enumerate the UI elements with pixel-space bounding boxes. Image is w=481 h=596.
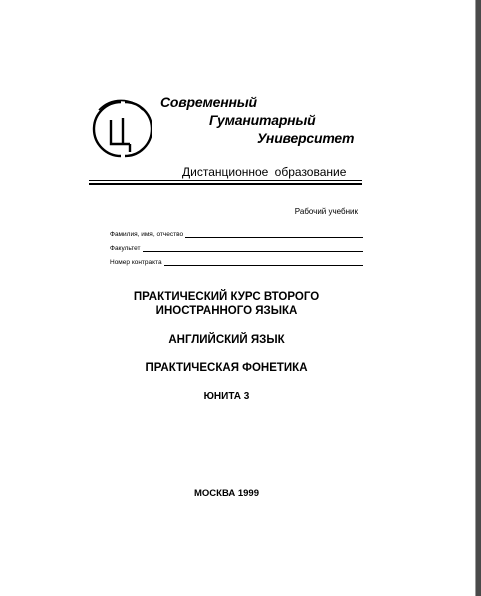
course-title-line2: ИНОСТРАННОГО ЯЗЫКА — [155, 305, 298, 317]
unit-title: ЮНИТА 3 — [203, 391, 250, 402]
university-name-line2: Гуманитарный — [209, 112, 316, 128]
document-type-label: Рабочий учебник — [294, 207, 358, 216]
distance-education-subtitle: Дистанционное образование — [182, 165, 347, 179]
form-field-label: Фамилия, имя, отчество — [110, 231, 184, 238]
subject-title: ПРАКТИЧЕСКАЯ ФОНЕТИКА — [145, 362, 308, 374]
page-edge-shadow — [476, 0, 481, 596]
fill-in-line — [164, 259, 363, 266]
language-title: АНГЛИЙСКИЙ ЯЗЫК — [168, 334, 285, 346]
form-field-contract-number — [110, 256, 363, 266]
university-name-line1: Современный — [160, 94, 257, 110]
form-field-label: Номер контракта — [110, 259, 162, 266]
city-year: МОСКВА 1999 — [194, 488, 259, 499]
form-field-label: Факультет — [110, 245, 141, 252]
form-field-faculty — [110, 242, 363, 252]
university-name-line3: Университет — [257, 130, 355, 146]
header-divider-thin — [89, 180, 362, 181]
form-field-full-name — [110, 228, 363, 238]
course-title-line1: ПРАКТИЧЕСКИЙ КУРС ВТОРОГО — [133, 291, 320, 303]
header-divider-thick — [89, 183, 362, 185]
university-logo — [90, 96, 152, 162]
fill-in-line — [185, 231, 363, 238]
fill-in-line — [143, 245, 363, 252]
